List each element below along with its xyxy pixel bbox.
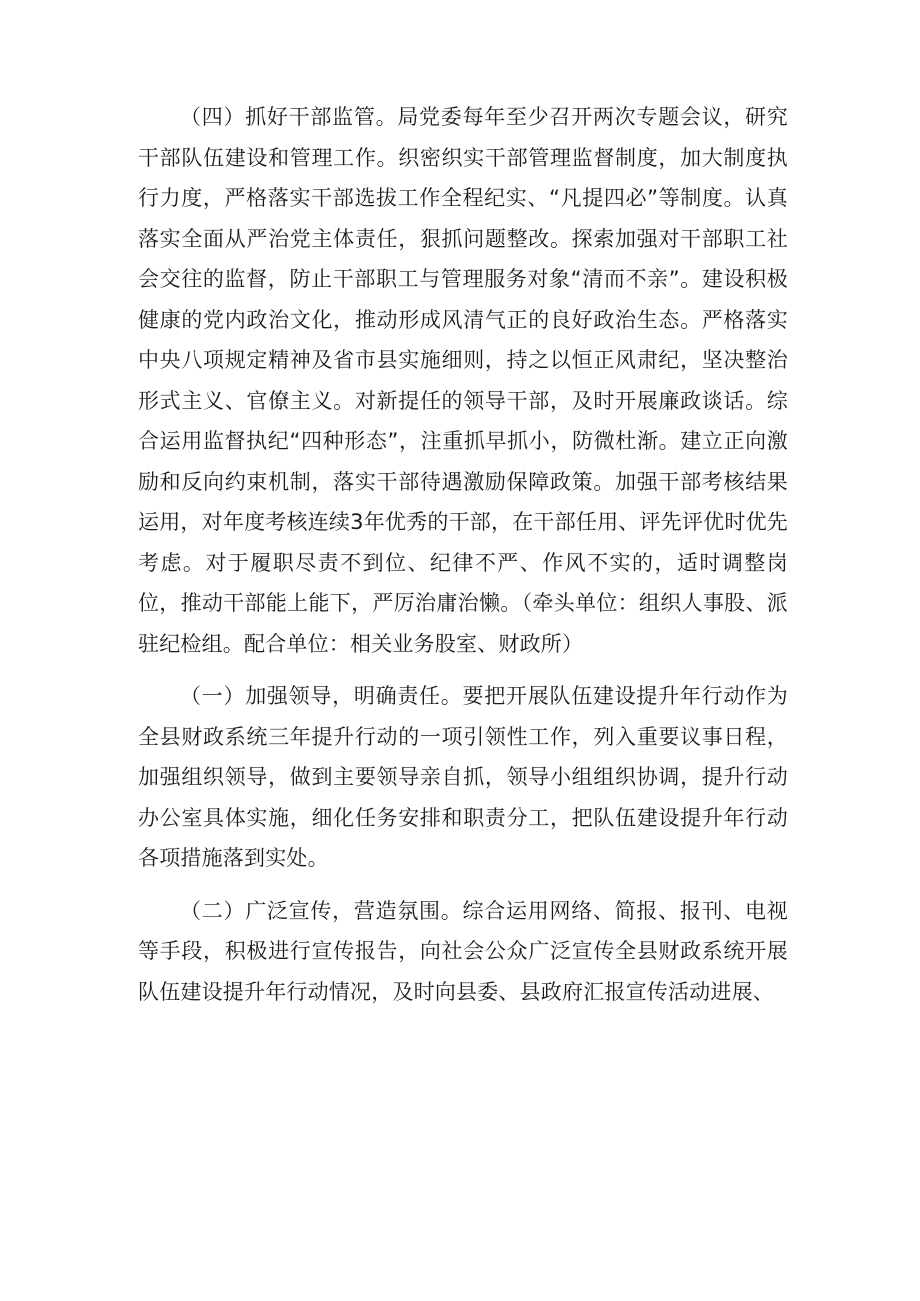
paragraph-publicity-atmosphere: （二）广泛宣传，营造氛围。综合运用网络、简报、报刊、电视等手段，积极进行宣传报告，向社会公众广泛宣传全县财政系统开展队伍建设提升年行动情况，及时向县委、县政府汇报宣传活动进展、 [138, 898, 788, 1004]
paragraph-cadre-supervision: （四）抓好干部监管。局党委每年至少召开两次专题会议，研究干部队伍建设和管理工作。织密织实干部管理监督制度，加大制度执行力度，严格落实干部选拔工作全程纪实、“凡提四必”等制度。认真落实全面从严治党主体责任，狠抓问题整改。探索加强对干部职工社会交往的监督，防止干部职工与管理服务对象“清而不亲”。建设积极健康的党内政治文化，推动形成风清气正的良好政治生态。严格落实中央八项规定精神及省市县实施细则，持之以恒正风肃纪，坚决整治形式主义、官僚主义。对新提任的领导干部，及时开展廉政谈话。综合运用监督执纪“四种形态”，注重抓早抓小，防微杜渐。建立正向激励和反向约束机制，落实干部待遇激励保障政策。加强干部考核结果运用，对年度考核连续3年优秀的干部，在干部任用、评先评优时优先考虑。对于履职尽责不到位、纪律不严、作风不实的，适时调整岗位，推动干部能上能下，严厉治庸治懒。（牵头单位：组织人事股、派驻纪检组。配合单位：相关业务股室、财政所） [138, 105, 788, 656]
document-body [138, 97, 788, 1012]
paragraph-leadership-responsibility: （一）加强领导，明确责任。要把开展队伍建设提升年行动作为全县财政系统三年提升行动的一项引领性工作，列入重要议事日程，加强组织领导，做到主要领导亲自抓，领导小组组织协调，提升行动办公室具体实施，细化任务安排和职责分工，把队伍建设提升年行动各项措施落到实处。 [138, 684, 788, 870]
